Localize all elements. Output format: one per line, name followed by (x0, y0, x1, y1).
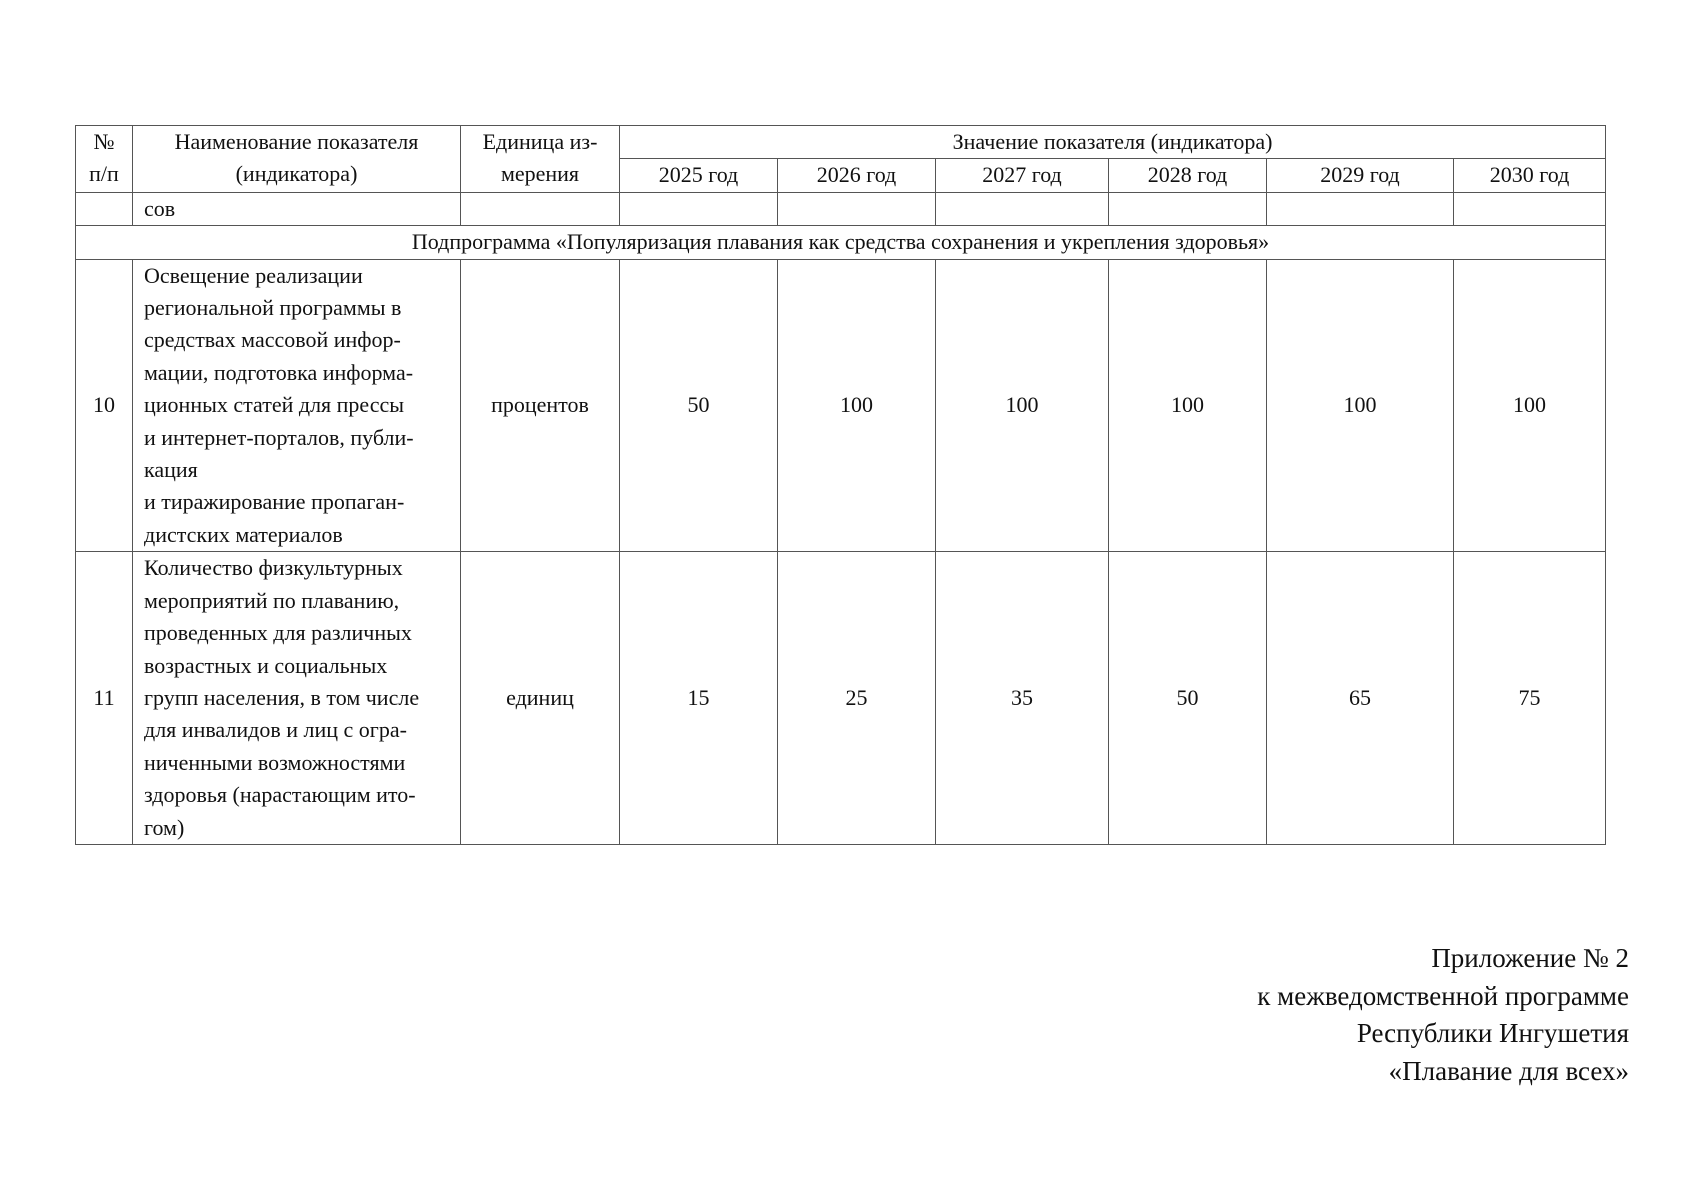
table-row (76, 552, 1606, 845)
header-unit-line-2: мерения (500, 161, 580, 187)
header-name-line-2: (индикатора) (235, 161, 358, 187)
annex-line: Республики Ингушетия (1356, 1018, 1629, 1048)
row-value-2025: 50 (620, 259, 778, 552)
annex-line: Приложение № 2 (1431, 943, 1629, 973)
row-value-2027: 100 (936, 259, 1109, 552)
annex-heading (1257, 940, 1629, 1090)
header-values-title: Значение показателя (индикатора) (620, 126, 1606, 159)
header-unit-line-1: Единица из- (482, 129, 598, 154)
row-name-line: мероприятий по плаванию, (144, 587, 400, 613)
row-num: 11 (76, 552, 133, 845)
row-name-line: дистских материалов (144, 521, 343, 547)
annex-line: к межведомственной программе (1257, 980, 1629, 1011)
row-name-line: средствах массовой инфор- (144, 327, 401, 353)
row-value-2029: 65 (1267, 552, 1454, 845)
row-name-line: здоровья (нарастающим ито- (144, 782, 416, 808)
table-row (76, 259, 1606, 552)
row-name-cell (133, 259, 461, 552)
continuation-unit-cell (461, 192, 620, 225)
header-name-cell (133, 126, 461, 193)
row-name-line: и интернет-порталов, публи- (144, 424, 414, 450)
row-value-2029: 100 (1267, 259, 1454, 552)
row-name-line: групп населения, в том числе (144, 684, 420, 710)
row-value-2026: 100 (778, 259, 936, 552)
continuation-num-cell (76, 192, 133, 225)
indicators-table (75, 125, 1606, 845)
row-name-line: и тиражирование пропаган- (144, 489, 405, 515)
row-name-line: мации, подготовка информа- (144, 359, 414, 385)
row-name-line: Количество физкультурных (144, 555, 403, 581)
header-year-2026: 2026 год (778, 159, 936, 192)
row-value-2025: 15 (620, 552, 778, 845)
header-unit-cell (461, 126, 620, 193)
row-value-2028: 50 (1109, 552, 1267, 845)
continuation-value-cell (778, 192, 936, 225)
continuation-value-cell (936, 192, 1109, 225)
header-year-2029: 2029 год (1267, 159, 1454, 192)
header-year-2025: 2025 год (620, 159, 778, 192)
continuation-row (76, 192, 1606, 225)
row-value-2026: 25 (778, 552, 936, 845)
row-name-line: кация (144, 457, 198, 483)
header-year-2027: 2027 год (936, 159, 1109, 192)
continuation-value-cell (1454, 192, 1606, 225)
header-num-line-1: № (93, 129, 115, 154)
header-num-cell (76, 126, 133, 193)
row-name-line: гом) (144, 814, 185, 840)
table-header-row (76, 126, 1606, 159)
continuation-text: сов (133, 192, 461, 225)
row-name-line: для инвалидов и лиц с огра- (144, 717, 407, 743)
header-year-2028: 2028 год (1109, 159, 1267, 192)
row-value-2030: 75 (1454, 552, 1606, 845)
row-value-2028: 100 (1109, 259, 1267, 552)
row-unit: единиц (461, 552, 620, 845)
annex-line: «Плавание для всех» (1388, 1055, 1629, 1086)
continuation-value-cell (1267, 192, 1454, 225)
row-value-2027: 35 (936, 552, 1109, 845)
row-name-line: проведенных для различных (144, 620, 412, 646)
header-year-2030: 2030 год (1454, 159, 1606, 192)
continuation-value-cell (1109, 192, 1267, 225)
row-num: 10 (76, 259, 133, 552)
row-name-line: ниченными возможностями (144, 749, 406, 775)
row-name-line: Освещение реализации (144, 262, 363, 288)
continuation-value-cell (620, 192, 778, 225)
row-unit: процентов (461, 259, 620, 552)
header-num-line-2: п/п (89, 161, 119, 187)
row-value-2030: 100 (1454, 259, 1606, 552)
row-name-line: возрастных и социальных (144, 652, 388, 678)
subprogram-row (76, 226, 1606, 259)
row-name-line: ционных статей для прессы (144, 392, 405, 418)
row-name-line: региональной программы в (144, 295, 402, 321)
header-name-line-1: Наименование показателя (174, 129, 419, 154)
row-name-cell (133, 552, 461, 845)
subprogram-title: Подпрограмма «Популяризация плавания как средства сохранения и укрепления здоровья» (76, 226, 1606, 259)
